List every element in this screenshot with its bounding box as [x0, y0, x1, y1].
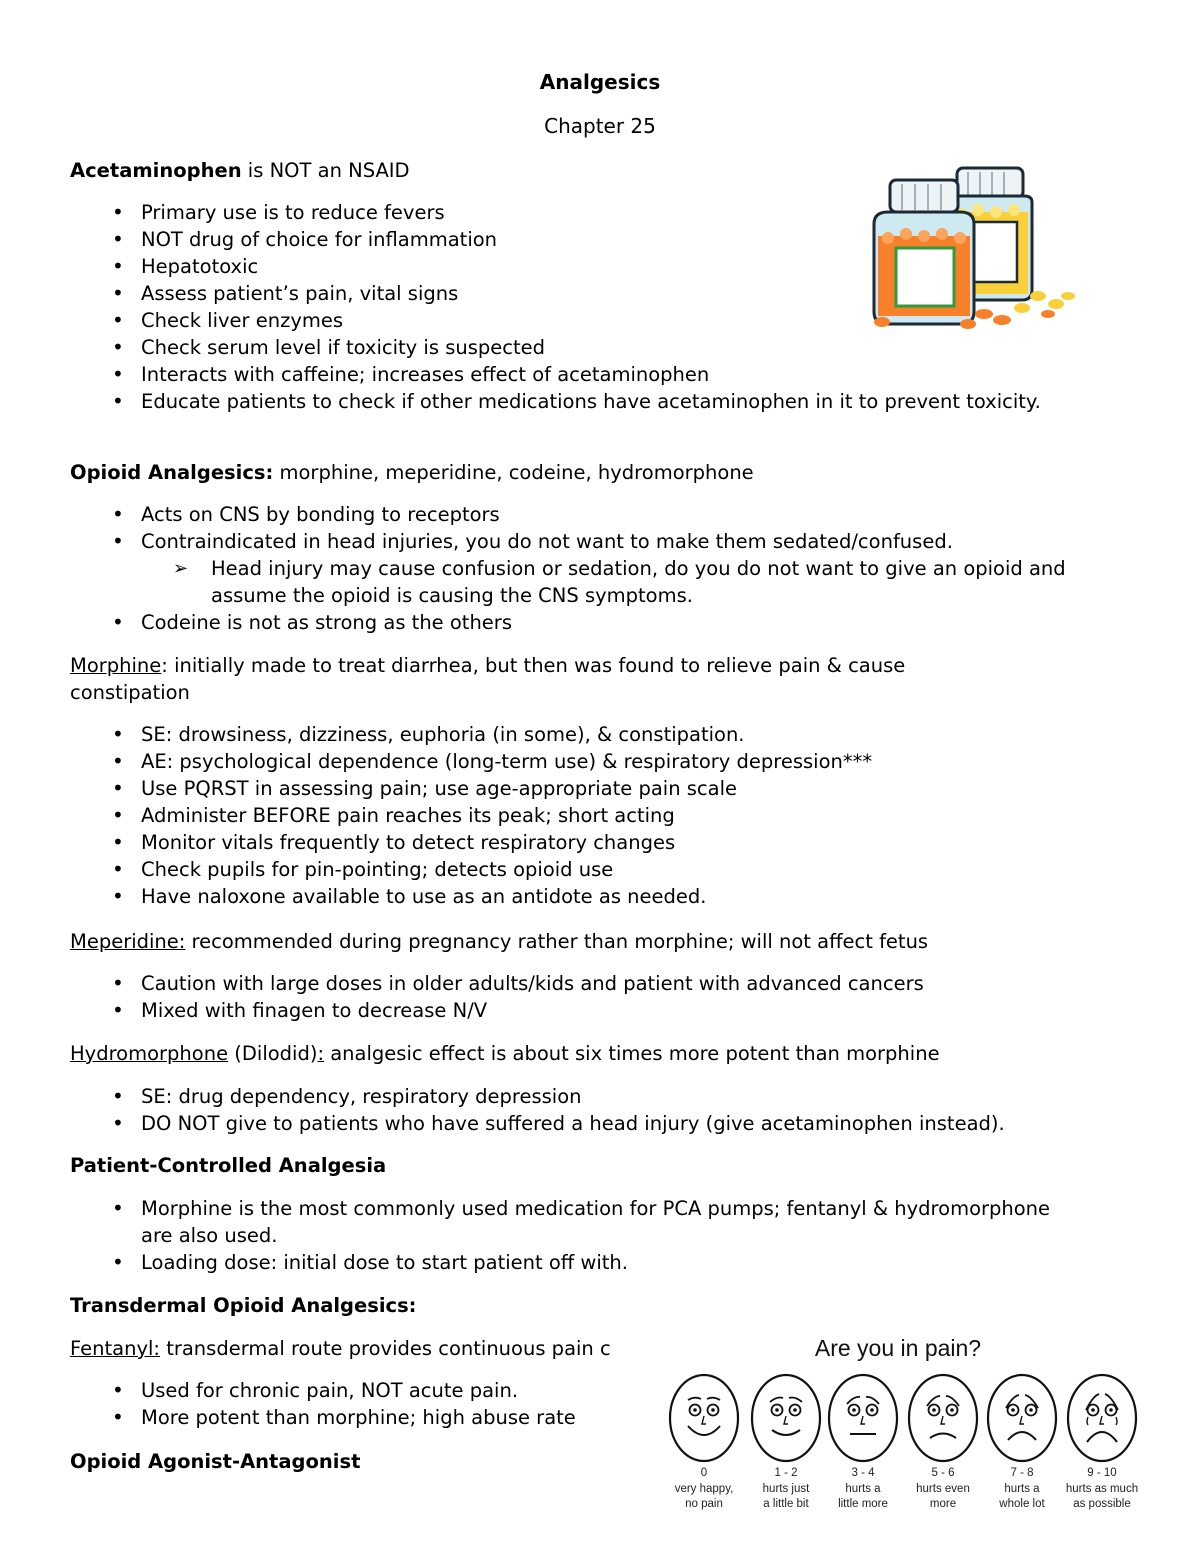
transdermal-heading: Transdermal Opioid Analgesics: [70, 1294, 417, 1317]
pain-face-label: hurts a [1004, 1483, 1040, 1495]
pain-face-label: whole lot [999, 1498, 1045, 1510]
pain-face-label: more [929, 1498, 957, 1510]
opioid-list [70, 501, 1130, 636]
pain-face-5 [1066, 1375, 1138, 1510]
face-pupil [1109, 1408, 1113, 1412]
pain-face-label: no pain [685, 1498, 723, 1510]
face-pupil [1011, 1408, 1015, 1412]
pain-face-label: hurts as much [1065, 1483, 1139, 1495]
orange-pill-bottle [874, 180, 974, 324]
list-item: • NOT drug of choice for inflammation [70, 226, 1060, 253]
opioid-list-of-drugs: morphine, meperidine, codeine, hydromorphone [273, 461, 754, 484]
list-item: • Mixed with finagen to decrease N/V [70, 997, 1130, 1024]
fentanyl-description: transdermal route provides continuous pain c [160, 1337, 611, 1360]
pain-scale-title: Are you in pain? [814, 1335, 982, 1361]
list-item: • Use PQRST in assessing pain; use age-appropriate pain scale [70, 775, 1070, 802]
face-pupil [852, 1408, 856, 1412]
pain-face-number: 7 - 8 [1010, 1467, 1034, 1479]
face-pupil [693, 1408, 697, 1412]
list-item: • Used for chronic pain, NOT acute pain. [70, 1377, 650, 1404]
hydromorphone-brand: (Dilodid) [228, 1042, 318, 1065]
list-item: • DO NOT give to patients who have suffered a head injury (give acetaminophen instead). [70, 1110, 1130, 1137]
meperidine-list [70, 970, 1130, 1024]
list-item: • Monitor vitals frequently to detect respiratory changes [70, 829, 1070, 856]
meperidine-description: recommended during pregnancy rather than morphine; will not affect fetus [185, 930, 929, 953]
face-pupil [1091, 1408, 1095, 1412]
list-item: • Hepatotoxic [70, 253, 1060, 280]
list-item: • Loading dose: initial dose to start patient off with. [70, 1249, 1060, 1276]
pain-face-number: 5 - 6 [931, 1467, 955, 1479]
pca-list [70, 1195, 1060, 1276]
pain-face-label: hurts just [762, 1483, 810, 1495]
list-item: • Educate patients to check if other medications have acetaminophen in it to prevent toxicity. [70, 388, 1060, 415]
pain-face-label: little more [838, 1498, 888, 1510]
meperidine-name: Meperidine: [70, 930, 186, 953]
pain-face-label: hurts a [845, 1483, 881, 1495]
pain-face-number: 1 - 2 [774, 1467, 798, 1479]
list-item: • Check pupils for pin-pointing; detects opioid use [70, 856, 1070, 883]
list-item: • Have naloxone available to use as an antidote as needed. [70, 883, 1070, 910]
agonist-antagonist-heading: Opioid Agonist-Antagonist [70, 1450, 361, 1473]
morphine-name: Morphine [70, 654, 162, 677]
list-item: • SE: drug dependency, respiratory depression [70, 1083, 1130, 1110]
chapter-subtitle: Chapter 25 [544, 114, 656, 138]
opioid-name: Opioid Analgesics: [70, 461, 274, 484]
morphine-heading [70, 652, 1030, 706]
morphine-list [70, 721, 1070, 910]
opioid-heading [70, 459, 754, 486]
pain-face-label: very happy, [674, 1483, 734, 1495]
pain-face-number: 9 - 10 [1087, 1467, 1117, 1479]
fentanyl-name: Fentanyl: [70, 1337, 160, 1360]
pain-face-label: as possible [1073, 1498, 1131, 1510]
fentanyl-heading [70, 1335, 667, 1362]
acetaminophen-heading [70, 157, 410, 184]
face-pupil [932, 1408, 936, 1412]
pca-heading: Patient-Controlled Analgesia [70, 1154, 387, 1177]
list-item: • Administer BEFORE pain reaches its peak; short acting [70, 802, 1070, 829]
pill-bottles-illustration [862, 162, 1082, 334]
list-item: • Assess patient’s pain, vital signs [70, 280, 1060, 307]
list-item: • SE: drowsiness, dizziness, euphoria (in some), & constipation. [70, 721, 1070, 748]
document-title: Analgesics [539, 70, 661, 94]
hydromorphone-list [70, 1083, 1130, 1137]
list-item: • Contraindicated in head injuries, you do not want to make them sedated/confused. [70, 528, 1130, 555]
face-pupil [1029, 1408, 1033, 1412]
list-item: • Check liver enzymes [70, 307, 1060, 334]
face-pupil [870, 1408, 874, 1412]
pain-face-number: 3 - 4 [851, 1467, 875, 1479]
hydromorphone-heading [70, 1040, 940, 1067]
pain-scale-figure [664, 1330, 1144, 1520]
face-pupil [793, 1408, 797, 1412]
face-pupil [711, 1408, 715, 1412]
list-item: • Check serum level if toxicity is suspected [70, 334, 1060, 361]
list-item: • Caution with large doses in older adults/kids and patient with advanced cancers [70, 970, 1130, 997]
list-item: • Morphine is the most commonly used medication for PCA pumps; fentanyl & hydromorphone are also used. [70, 1195, 1060, 1249]
hydromorphone-description: analgesic effect is about six times more potent than morphine [324, 1042, 940, 1065]
list-item: • Primary use is to reduce fevers [70, 199, 1060, 226]
list-item: • AE: psychological dependence (long-term use) & respiratory depression*** [70, 748, 1070, 775]
list-item: • Acts on CNS by bonding to receptors [70, 501, 1130, 528]
list-item: • More potent than morphine; high abuse rate [70, 1404, 650, 1431]
pain-face-0 [670, 1375, 738, 1510]
face-pupil [775, 1408, 779, 1412]
sub-list-item: ➢ Head injury may cause confusion or sedation, do you do not want to give an opioid and assume the opioid is causing the CNS symptoms. [70, 555, 1130, 609]
acetaminophen-note: is NOT an NSAID [241, 159, 410, 182]
fentanyl-list [70, 1377, 650, 1431]
pain-face-number: 0 [700, 1467, 708, 1479]
pain-face-label: a little bit [763, 1498, 809, 1510]
face-pupil [950, 1408, 954, 1412]
list-item: • Interacts with caffeine; increases effect of acetaminophen [70, 361, 1060, 388]
meperidine-heading [70, 928, 928, 955]
morphine-description: : initially made to treat diarrhea, but then was found to relieve pain & cause constipation [70, 654, 906, 704]
pain-face-3 [909, 1375, 977, 1510]
list-item: • Codeine is not as strong as the others [70, 609, 1130, 636]
acetaminophen-name: Acetaminophen [70, 159, 242, 182]
hydromorphone-name: Hydromorphone [70, 1042, 229, 1065]
pain-face-label: hurts even [916, 1483, 970, 1495]
hydromorphone-colon: : [317, 1042, 325, 1065]
